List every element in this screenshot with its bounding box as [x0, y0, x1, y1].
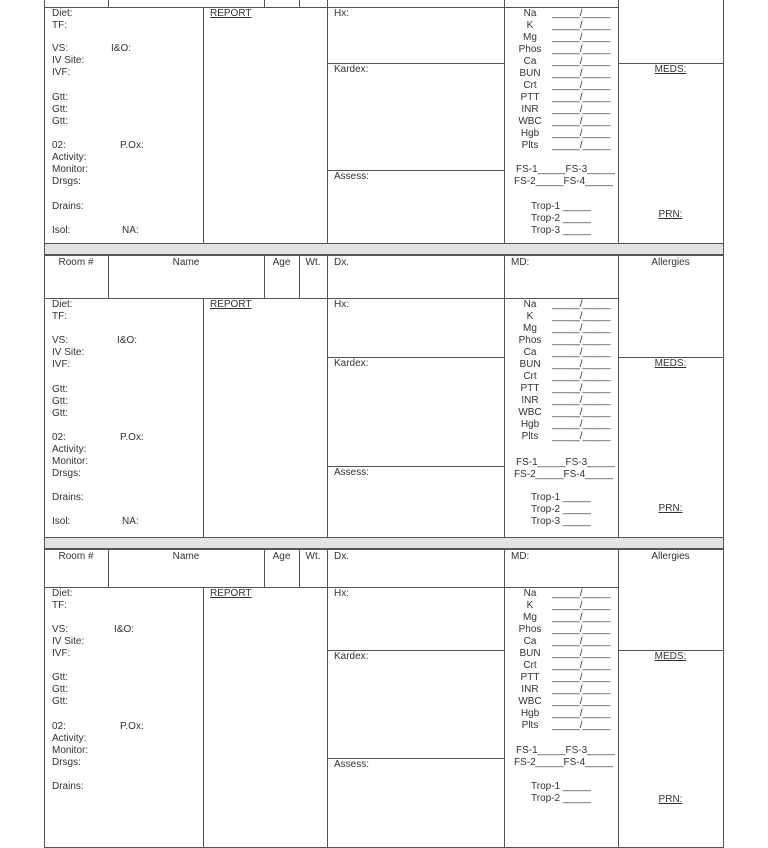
lab-blank: _____/_____ [552, 624, 611, 635]
header-weight: Wt. [305, 257, 321, 268]
field-pox: P.Ox: [120, 140, 144, 151]
field-gtt: Gtt: [52, 104, 69, 115]
header-allergies: Allergies [651, 257, 690, 268]
troponin-2: Trop-2 _____ [531, 504, 591, 515]
header-age: Age [272, 551, 291, 562]
lab-label-hgb: Hgb [520, 708, 540, 719]
field-diet: Diet: [52, 8, 73, 19]
field-tf: TF: [52, 600, 67, 611]
field-o2: 02: [52, 721, 66, 732]
report-heading: REPORT [210, 299, 252, 310]
details-section [0, 7, 768, 243]
lab-label-wbc: WBC [518, 407, 542, 418]
prn-heading: PRN: [658, 209, 683, 220]
lab-blank: _____/_____ [552, 684, 611, 695]
lab-label-ca: Ca [523, 347, 537, 358]
lab-label-ca: Ca [523, 56, 537, 67]
lab-label-k: K [526, 600, 534, 611]
lab-blank: _____/_____ [552, 383, 611, 394]
lab-label-inr: INR [521, 104, 539, 115]
lab-label-mg: Mg [523, 612, 537, 623]
lab-blank: _____/_____ [552, 323, 611, 334]
lab-label-hgb: Hgb [520, 419, 540, 430]
field-io: I&O: [117, 335, 138, 346]
lab-blank: _____/_____ [552, 708, 611, 719]
kardex-label: Kardex: [334, 64, 369, 75]
field-activity: Activity: [52, 444, 87, 455]
field-pox: P.Ox: [120, 721, 144, 732]
header-room: Room # [58, 257, 94, 268]
field-monitor: Monitor: [52, 456, 89, 467]
lab-label-ptt: PTT [520, 383, 540, 394]
divider [327, 549, 328, 587]
lab-label-crt: Crt [523, 660, 537, 671]
report-heading: REPORT [210, 588, 252, 599]
fingerstick-row-2: FS-2_____FS-4_____ [514, 176, 613, 187]
header-age: Age [272, 257, 291, 268]
header-weight: Wt. [305, 551, 321, 562]
field-diet: Diet: [52, 299, 73, 310]
field-ivf: IVF: [52, 648, 71, 659]
lab-blank: _____/_____ [552, 395, 611, 406]
lab-blank: _____/_____ [552, 648, 611, 659]
hx-label: Hx: [334, 8, 349, 19]
lab-blank: _____/_____ [552, 44, 611, 55]
lab-blank: _____/_____ [552, 407, 611, 418]
hx-label: Hx: [334, 299, 349, 310]
field-gtt: Gtt: [52, 396, 69, 407]
field-gtt: Gtt: [52, 408, 69, 419]
lab-label-wbc: WBC [518, 696, 542, 707]
kardex-label: Kardex: [334, 651, 369, 662]
lab-label-bun: BUN [519, 648, 541, 659]
lab-blank: _____/_____ [552, 116, 611, 127]
assess-label: Assess: [334, 467, 370, 478]
field-tf: TF: [52, 20, 67, 31]
lab-blank: _____/_____ [552, 299, 611, 310]
field-o2: 02: [52, 432, 66, 443]
lab-blank: _____/_____ [552, 92, 611, 103]
field-vs: VS: [52, 43, 69, 54]
lab-label-ca: Ca [523, 636, 537, 647]
lab-blank: _____/_____ [552, 588, 611, 599]
fingerstick-row-1: FS-1_____FS-3_____ [516, 457, 615, 468]
field-ivf: IVF: [52, 67, 71, 78]
troponin-3: Trop-3 _____ [531, 516, 591, 527]
kardex-label: Kardex: [334, 358, 369, 369]
field-io: I&O: [111, 43, 132, 54]
lab-blank: _____/_____ [552, 612, 611, 623]
field-activity: Activity: [52, 152, 87, 163]
field-vs: VS: [52, 335, 69, 346]
troponin-3: Trop-3 _____ [531, 225, 591, 236]
lab-blank: _____/_____ [552, 431, 611, 442]
troponin-1: Trop-1 _____ [531, 201, 591, 212]
field-gtt: Gtt: [52, 384, 69, 395]
field-gtt: Gtt: [52, 684, 69, 695]
field-drains: Drains: [52, 492, 84, 503]
field-drsgs: Drsgs: [52, 757, 81, 768]
header-name: Name [172, 551, 200, 562]
lab-blank: _____/_____ [552, 335, 611, 346]
field-iv-site: IV Site: [52, 636, 85, 647]
fingerstick-row-2: FS-2_____FS-4_____ [514, 757, 613, 768]
troponin-2: Trop-2 _____ [531, 793, 591, 804]
lab-blank: _____/_____ [552, 32, 611, 43]
lab-blank: _____/_____ [552, 359, 611, 370]
header-dx: Dx. [334, 257, 349, 268]
lab-label-k: K [526, 311, 534, 322]
field-drsgs: Drsgs: [52, 176, 81, 187]
divider [327, 255, 328, 298]
lab-label-k: K [526, 20, 534, 31]
lab-label-crt: Crt [523, 371, 537, 382]
divider [327, 0, 328, 7]
lab-label-phos: Phos [518, 44, 542, 55]
lab-blank: _____/_____ [552, 600, 611, 611]
field-drains: Drains: [52, 201, 84, 212]
lab-blank: _____/_____ [552, 104, 611, 115]
lab-blank: _____/_____ [552, 660, 611, 671]
report-heading: REPORT [210, 8, 252, 19]
field-gtt: Gtt: [52, 672, 69, 683]
field-monitor: Monitor: [52, 164, 89, 175]
separator-band [44, 243, 724, 255]
divider [264, 0, 265, 7]
troponin-1: Trop-1 _____ [531, 492, 591, 503]
divider [299, 0, 300, 7]
lab-blank: _____/_____ [552, 371, 611, 382]
field-tf: TF: [52, 311, 67, 322]
lab-label-hgb: Hgb [520, 128, 540, 139]
lab-label-na: Na [523, 299, 537, 310]
header-md: MD: [511, 257, 530, 268]
lab-label-plts: Plts [521, 431, 539, 442]
lab-label-ptt: PTT [520, 672, 540, 683]
header-allergies: Allergies [651, 551, 690, 562]
prn-heading: PRN: [658, 503, 683, 514]
field-o2: 02: [52, 140, 66, 151]
fingerstick-row-2: FS-2_____FS-4_____ [514, 469, 613, 480]
lab-blank: _____/_____ [552, 68, 611, 79]
header-room: Room # [58, 551, 94, 562]
lab-label-crt: Crt [523, 80, 537, 91]
lab-label-mg: Mg [523, 323, 537, 334]
field-na: NA: [122, 225, 139, 236]
fingerstick-row-1: FS-1_____FS-3_____ [516, 164, 615, 175]
lab-label-inr: INR [521, 395, 539, 406]
lab-label-phos: Phos [518, 335, 542, 346]
details-section [0, 587, 768, 847]
assess-label: Assess: [334, 759, 370, 770]
meds-heading: MEDS: [654, 358, 687, 369]
assess-label: Assess: [334, 171, 370, 182]
field-diet: Diet: [52, 588, 73, 599]
meds-heading: MEDS: [654, 64, 687, 75]
fingerstick-row-1: FS-1_____FS-3_____ [516, 745, 615, 756]
troponin-1: Trop-1 _____ [531, 781, 591, 792]
divider [504, 255, 505, 298]
lab-blank: _____/_____ [552, 720, 611, 731]
field-drains: Drains: [52, 781, 84, 792]
lab-label-wbc: WBC [518, 116, 542, 127]
details-section [0, 298, 768, 537]
lab-label-plts: Plts [521, 140, 539, 151]
lab-label-ptt: PTT [520, 92, 540, 103]
lab-label-plts: Plts [521, 720, 539, 731]
field-monitor: Monitor: [52, 745, 89, 756]
field-activity: Activity: [52, 733, 87, 744]
field-isol: Isol: [52, 516, 71, 527]
field-ivf: IVF: [52, 359, 71, 370]
lab-label-bun: BUN [519, 68, 541, 79]
lab-blank: _____/_____ [552, 128, 611, 139]
prn-heading: PRN: [658, 794, 683, 805]
hx-label: Hx: [334, 588, 349, 599]
header-dx: Dx. [334, 551, 349, 562]
separator-band [44, 537, 724, 549]
lab-blank: _____/_____ [552, 636, 611, 647]
field-iv-site: IV Site: [52, 55, 85, 66]
lab-blank: _____/_____ [552, 672, 611, 683]
header-name: Name [172, 257, 200, 268]
field-pox: P.Ox: [120, 432, 144, 443]
divider [504, 0, 505, 7]
field-iv-site: IV Site: [52, 347, 85, 358]
field-io: I&O: [114, 624, 135, 635]
lab-blank: _____/_____ [552, 347, 611, 358]
lab-label-phos: Phos [518, 624, 542, 635]
field-na: NA: [122, 516, 139, 527]
lab-label-inr: INR [521, 684, 539, 695]
lab-blank: _____/_____ [552, 8, 611, 19]
lab-blank: _____/_____ [552, 696, 611, 707]
lab-blank: _____/_____ [552, 56, 611, 67]
divider [504, 549, 505, 587]
lab-blank: _____/_____ [552, 140, 611, 151]
field-gtt: Gtt: [52, 116, 69, 127]
troponin-2: Trop-2 _____ [531, 213, 591, 224]
lab-blank: _____/_____ [552, 20, 611, 31]
divider [108, 0, 109, 7]
meds-heading: MEDS: [654, 651, 687, 662]
field-drsgs: Drsgs: [52, 468, 81, 479]
header-md: MD: [511, 551, 530, 562]
lab-label-na: Na [523, 588, 537, 599]
field-isol: Isol: [52, 225, 71, 236]
lab-label-bun: BUN [519, 359, 541, 370]
field-gtt: Gtt: [52, 696, 69, 707]
lab-blank: _____/_____ [552, 311, 611, 322]
field-gtt: Gtt: [52, 92, 69, 103]
field-vs: VS: [52, 624, 69, 635]
lab-label-na: Na [523, 8, 537, 19]
lab-blank: _____/_____ [552, 80, 611, 91]
lab-label-mg: Mg [523, 32, 537, 43]
lab-blank: _____/_____ [552, 419, 611, 430]
